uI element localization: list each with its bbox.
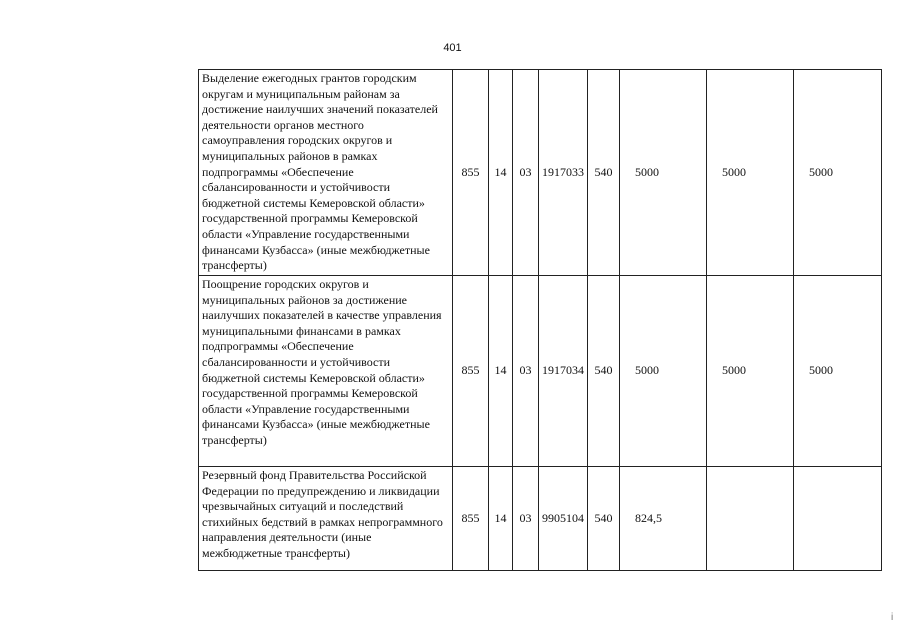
- amount-year-1-cell: 5000: [620, 276, 707, 467]
- table-row: [199, 70, 882, 276]
- expense-type-cell: 540: [588, 70, 620, 276]
- target-article-cell: 1917033: [539, 70, 588, 276]
- amount-year-2-cell: 5000: [707, 276, 794, 467]
- amount-year-3-cell: 5000: [794, 70, 882, 276]
- amount-year-2-cell: [707, 467, 794, 571]
- subsection-code-cell: 03: [513, 467, 539, 571]
- expense-type-cell: 540: [588, 467, 620, 571]
- amount-year-2-cell: 5000: [707, 70, 794, 276]
- amount-year-3-cell: [794, 467, 882, 571]
- page-number: 401: [443, 42, 462, 54]
- expense-type-cell: 540: [588, 276, 620, 467]
- amount-year-1-cell: 5000: [620, 70, 707, 276]
- section-code-cell: 14: [489, 70, 513, 276]
- subsection-code-cell: 03: [513, 276, 539, 467]
- ministry-code-cell: 855: [453, 276, 489, 467]
- subsection-code-cell: 03: [513, 70, 539, 276]
- ministry-code-cell: 855: [453, 467, 489, 571]
- corner-mark: i: [891, 612, 894, 623]
- expense-name-cell: Выделение ежегодных грантов городским округам и муниципальным районам за достижение наилучших значений показателей деятельности органов местного самоуправления городских округов и муниципальных районов в рамках подпрограммы «Обеспечение сбалансированности и устойчивости бюджетной системы Кемеровской области» государственной программы Кемеровской области «Управление государственными финансами Кузбасса» (иные межбюджетные трансферты): [199, 70, 453, 276]
- section-code-cell: 14: [489, 276, 513, 467]
- amount-year-3-cell: 5000: [794, 276, 882, 467]
- budget-table: [198, 69, 882, 571]
- expense-name-cell: Поощрение городских округов и муниципальных районов за достижение наилучших показателей в качестве управления муниципальными финансами в рамках подпрограммы «Обеспечение сбалансированности и устойчивости бюджетной системы Кемеровской области» государственной программы Кемеровской области «Управление государственными финансами Кузбасса» (иные межбюджетные трансферты): [199, 276, 453, 467]
- amount-year-1-cell: 824,5: [620, 467, 707, 571]
- target-article-cell: 9905104: [539, 467, 588, 571]
- ministry-code-cell: 855: [453, 70, 489, 276]
- expense-name-cell: Резервный фонд Правительства Российской Федерации по предупреждению и ликвидации чрезвычайных ситуаций и последствий стихийных бедствий в рамках непрограммного направления деятельности (иные межбюджетные трансферты): [199, 467, 453, 571]
- target-article-cell: 1917034: [539, 276, 588, 467]
- table-row: [199, 467, 882, 571]
- section-code-cell: 14: [489, 467, 513, 571]
- table-row: [199, 276, 882, 467]
